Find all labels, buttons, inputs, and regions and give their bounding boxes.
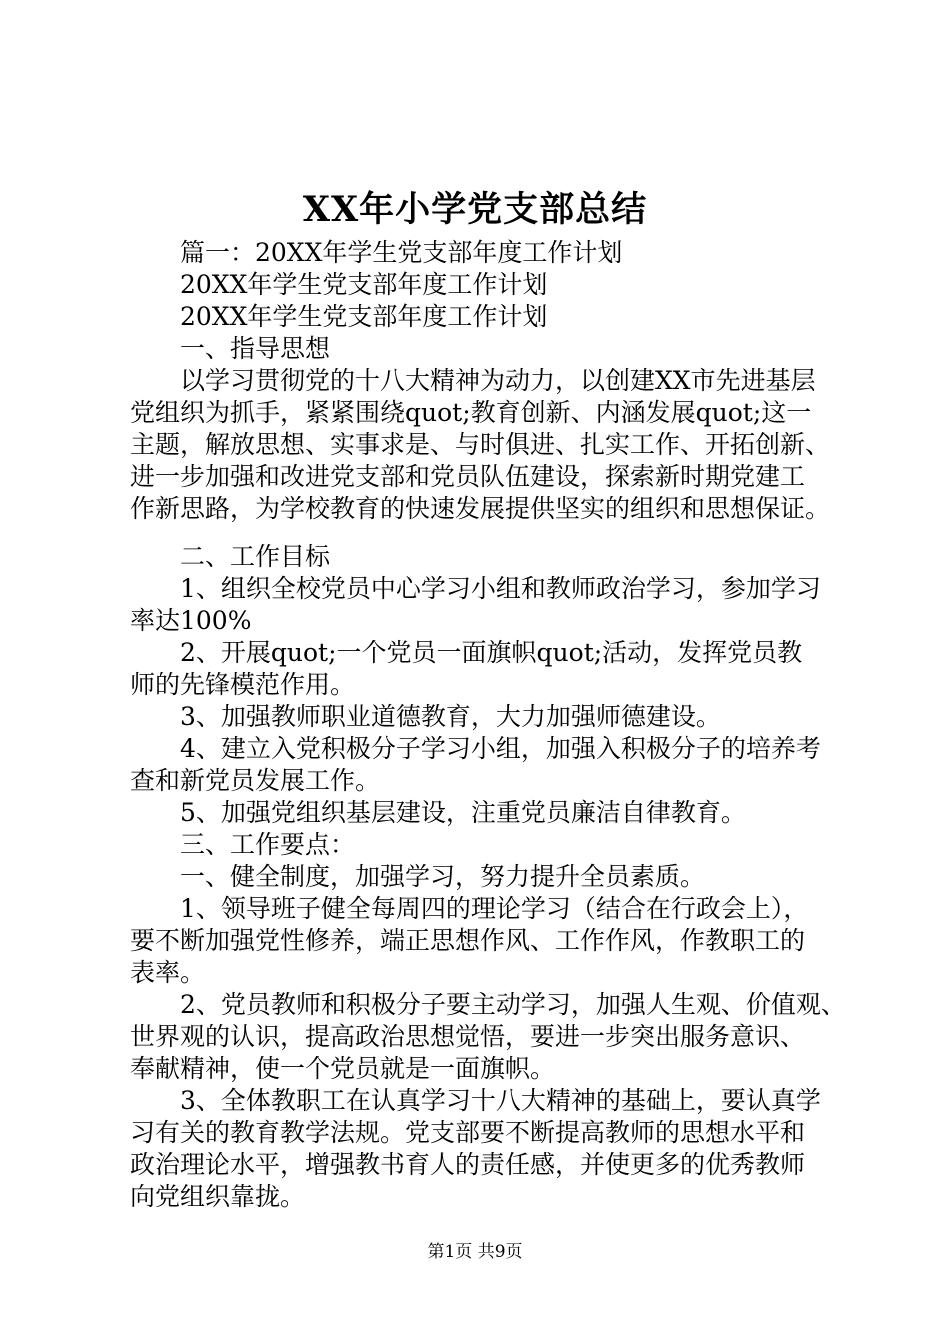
text-line: 主题，解放思想、实事求是、与时俱进、扎实工作、开拓创新、: [130, 430, 831, 459]
text-line: 查和新党员发展工作。: [130, 766, 381, 795]
text-line: 一、健全制度，加强学习，努力提升全员素质。: [180, 862, 706, 891]
text-line: 2、开展quot;一个党员一面旗帜quot;活动，发挥党员教: [180, 638, 803, 667]
text-line: 3、加强教师职业道德教育，大力加强师德建设。: [180, 702, 721, 731]
section-heading: 二、工作目标: [180, 542, 331, 571]
text-line: 20XX年学生党支部年度工作计划: [180, 270, 548, 299]
text-line: 1、组织全校党员中心学习小组和教师政治学习，参加学习: [180, 574, 821, 603]
text-line: 5、加强党组织基层建设，注重党员廉洁自律教育。: [180, 798, 746, 827]
text-line: 篇一：20XX年学生党支部年度工作计划: [180, 238, 623, 267]
text-line: 作新思路，为学校教育的快速发展提供坚实的组织和思想保证。: [130, 494, 831, 523]
text-line: 政治理论水平，增强教书育人的责任感，并使更多的优秀教师: [130, 1150, 806, 1179]
text-line: 表率。: [130, 958, 206, 987]
text-line: 进一步加强和改进党支部和党员队伍建设，探索新时期党建工: [130, 462, 806, 491]
text-line: 2、党员教师和积极分子要主动学习，加强人生观、价值观、: [180, 990, 846, 1019]
text-line: 1、领导班子健全每周四的理论学习（结合在行政会上），: [180, 894, 809, 923]
text-line: 世界观的认识，提高政治思想觉悟，要进一步突出服务意识、: [130, 1022, 806, 1051]
section-heading: 一、指导思想: [180, 334, 331, 363]
text-line: 以学习贯彻党的十八大精神为动力，以创建XX市先进基层: [180, 366, 816, 395]
document-title: XX年小学党支部总结: [302, 189, 648, 230]
text-line: 3、全体教职工在认真学习十八大精神的基础上，要认真学: [180, 1086, 821, 1115]
page-number: 第1页 共9页: [427, 1242, 523, 1262]
text-line: 率达100%: [130, 606, 252, 635]
text-line: 要不断加强党性修养，端正思想作风、工作作风，作教职工的: [130, 926, 806, 955]
text-line: 20XX年学生党支部年度工作计划: [180, 302, 548, 331]
text-line: 党组织为抓手，紧紧围绕quot;教育创新、内涵发展quot;这一: [130, 398, 812, 427]
text-line: 4、建立入党积极分子学习小组，加强入积极分子的培养考: [180, 734, 821, 763]
text-line: 师的先锋模范作用。: [130, 670, 356, 699]
text-line: 奉献精神，使一个党员就是一面旗帜。: [130, 1054, 556, 1083]
section-heading: 三、工作要点：: [180, 830, 356, 859]
text-line: 向党组织靠拢。: [130, 1182, 306, 1211]
text-line: 习有关的教育教学法规。党支部要不断提高教师的思想水平和: [130, 1118, 806, 1147]
